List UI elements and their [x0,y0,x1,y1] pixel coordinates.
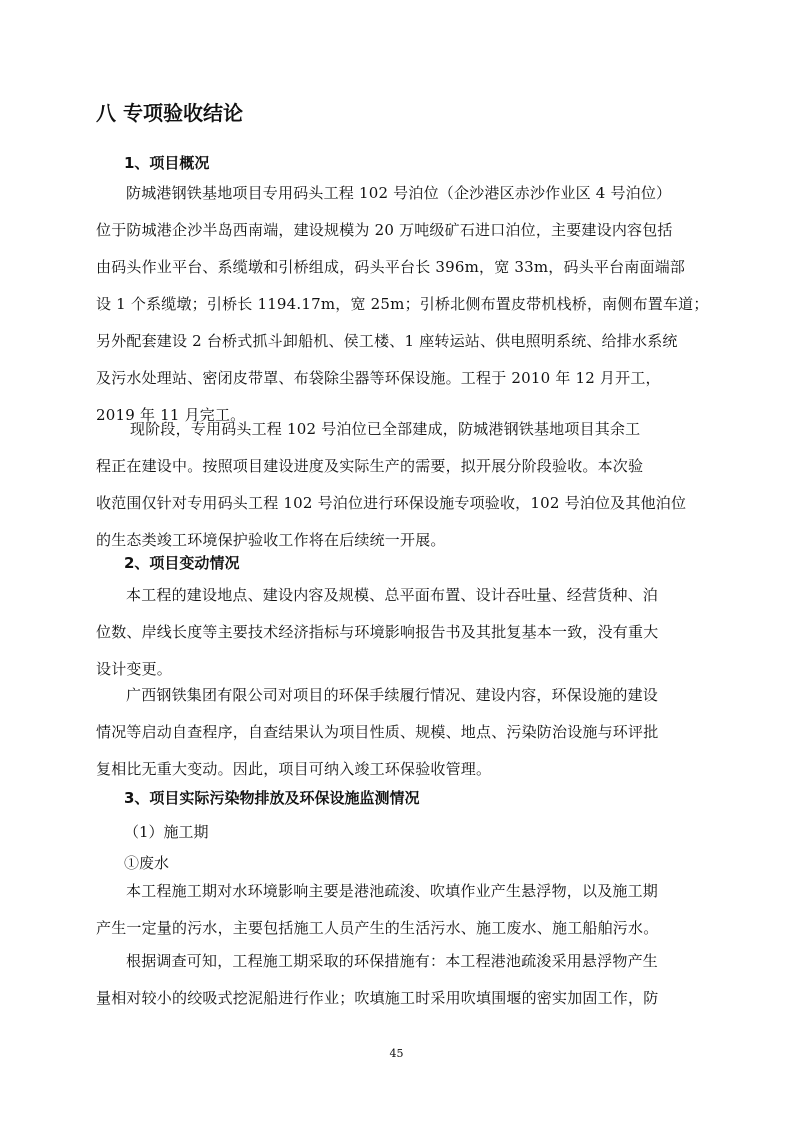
text-line: 设计变更。 [96,660,173,678]
overview-paragraph-2 [96,411,696,559]
text-line: 设 1 个系缆墩；引桥长 1194.17m，宽 25m；引桥北侧布置皮带机栈桥，南侧布置车道； [96,295,709,313]
page-number: 45 [389,1047,404,1060]
text-line: 情况等启动自查程序，自查结果认为项目性质、规模、地点、污染防治设施与环评批 [96,723,659,741]
text-line: 另外配套建设 2 台桥式抓斗卸船机、侯工楼、1 座转运站、供电照明系统、给排水系统 [96,332,678,350]
text-line: 收范围仅针对专用码头工程 102 号泊位进行环保设施专项验收，102 号泊位及其他泊位 [96,494,687,512]
monitoring-paragraph-1 [96,873,696,947]
chapter-title: 八 专项验收结论 [96,101,243,125]
text-line: 及污水处理站、密闭皮带罩、布袋除尘器等环保设施。工程于 2010 年 12 月开工， [96,369,661,387]
text-line: 根据调查可知，工程施工期采取的环保措施有：本工程港池疏浚采用悬浮物产生 [126,952,659,970]
text-line: 广西钢铁集团有限公司对项目的环保手续履行情况、建设内容，环保设施的建设 [126,686,659,704]
monitoring-paragraph-2 [96,943,696,1017]
text-line: 量相对较小的绞吸式挖泥船进行作业；吹填施工时采用吹填围堰的密实加固工作，防 [96,989,659,1007]
section-title-monitoring: 3、项目实际污染物排放及环保设施监测情况 [124,789,420,807]
text-line: 本工程施工期对水环境影响主要是港池疏浚、吹填作业产生悬浮物，以及施工期 [126,882,659,900]
text-line: 2019 年 11 月完工。 [96,406,246,424]
subsection-construction-period: （1）施工期 [124,823,209,841]
text-line: 的生态类竣工环境保护验收工作将在后续统一开展。 [96,531,446,549]
text-line: 产生一定量的污水，主要包括施工人员产生的生活污水、施工废水、施工船舶污水。 [96,919,659,937]
text-line: 位于防城港企沙半岛西南端，建设规模为 20 万吨级矿石进口泊位，主要建设内容包括 [96,221,673,239]
text-line: 防城港钢铁基地项目专用码头工程 102 号泊位（企沙港区赤沙作业区 4 号泊位） [126,184,672,202]
text-line: 由码头作业平台、系缆墩和引桥组成，码头平台长 396m，宽 33m，码头平台南面端部 [96,258,686,276]
overview-paragraph-1 [96,175,709,434]
text-line: 程正在建设中。按照项目建设进度及实际生产的需要，拟开展分阶段验收。本次验 [96,457,644,475]
changes-paragraph-1 [96,577,696,688]
changes-paragraph-2 [96,677,696,788]
section-title-overview: 1、项目概况 [124,154,210,172]
text-line: 现阶段，专用码头工程 102 号泊位已全部建成，防城港钢铁基地项目其余工 [130,420,641,438]
subsection-wastewater: ①废水 [124,854,170,872]
text-line: 本工程的建设地点、建设内容及规模、总平面布置、设计吞吐量、经营货种、泊 [126,586,659,604]
text-line: 位数、岸线长度等主要技术经济指标与环境影响报告书及其批复基本一致，没有重大 [96,623,659,641]
section-title-changes: 2、项目变动情况 [124,554,240,572]
text-line: 复相比无重大变动。因此，项目可纳入竣工环保验收管理。 [96,760,492,778]
